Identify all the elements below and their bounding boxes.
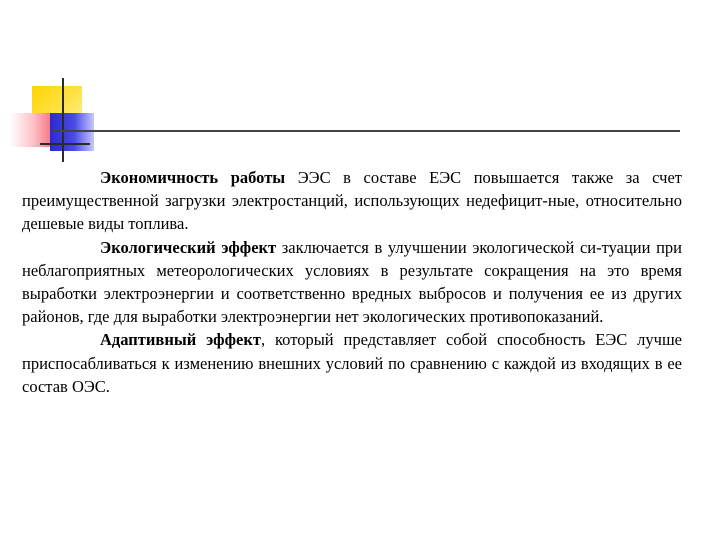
paragraph-economy-text: ЭЭС в составе ЕЭС повышается также за счет преимущественной загрузки электростанций, использующих недефицит-ные, относительно дешевые виды топлива. bbox=[22, 168, 682, 234]
decor-title-underline bbox=[52, 130, 680, 132]
paragraph-adaptive-text: , который представляет собой способность ЕЭС лучше приспосабливаться к изменению внешних условий по сравнению с каждой из входящих в ее состав ОЭС. bbox=[22, 330, 682, 396]
decor-vertical-line bbox=[62, 78, 64, 162]
body-text bbox=[22, 166, 682, 398]
term-ecology: Экологический эффект bbox=[100, 237, 277, 257]
paragraph-adaptive bbox=[22, 328, 682, 398]
paragraph-economy bbox=[22, 166, 682, 236]
paragraph-ecology bbox=[22, 236, 682, 329]
decor-blue-square bbox=[50, 113, 94, 151]
decor-short-horizontal-line bbox=[40, 143, 90, 145]
paragraph-ecology-text: заключается в улучшении экологической си-туации при неблагоприятных метеорологических условиях в результате сокращения на это время выработки электроэнергии и соответственно вредных выбросов и получения ее из других районов, где для выработки электроэнергии нет экологических противопоказаний. bbox=[22, 237, 682, 327]
term-economy: Экономичность работы bbox=[100, 168, 286, 187]
term-adaptive: Адаптивный эффект bbox=[100, 330, 261, 350]
